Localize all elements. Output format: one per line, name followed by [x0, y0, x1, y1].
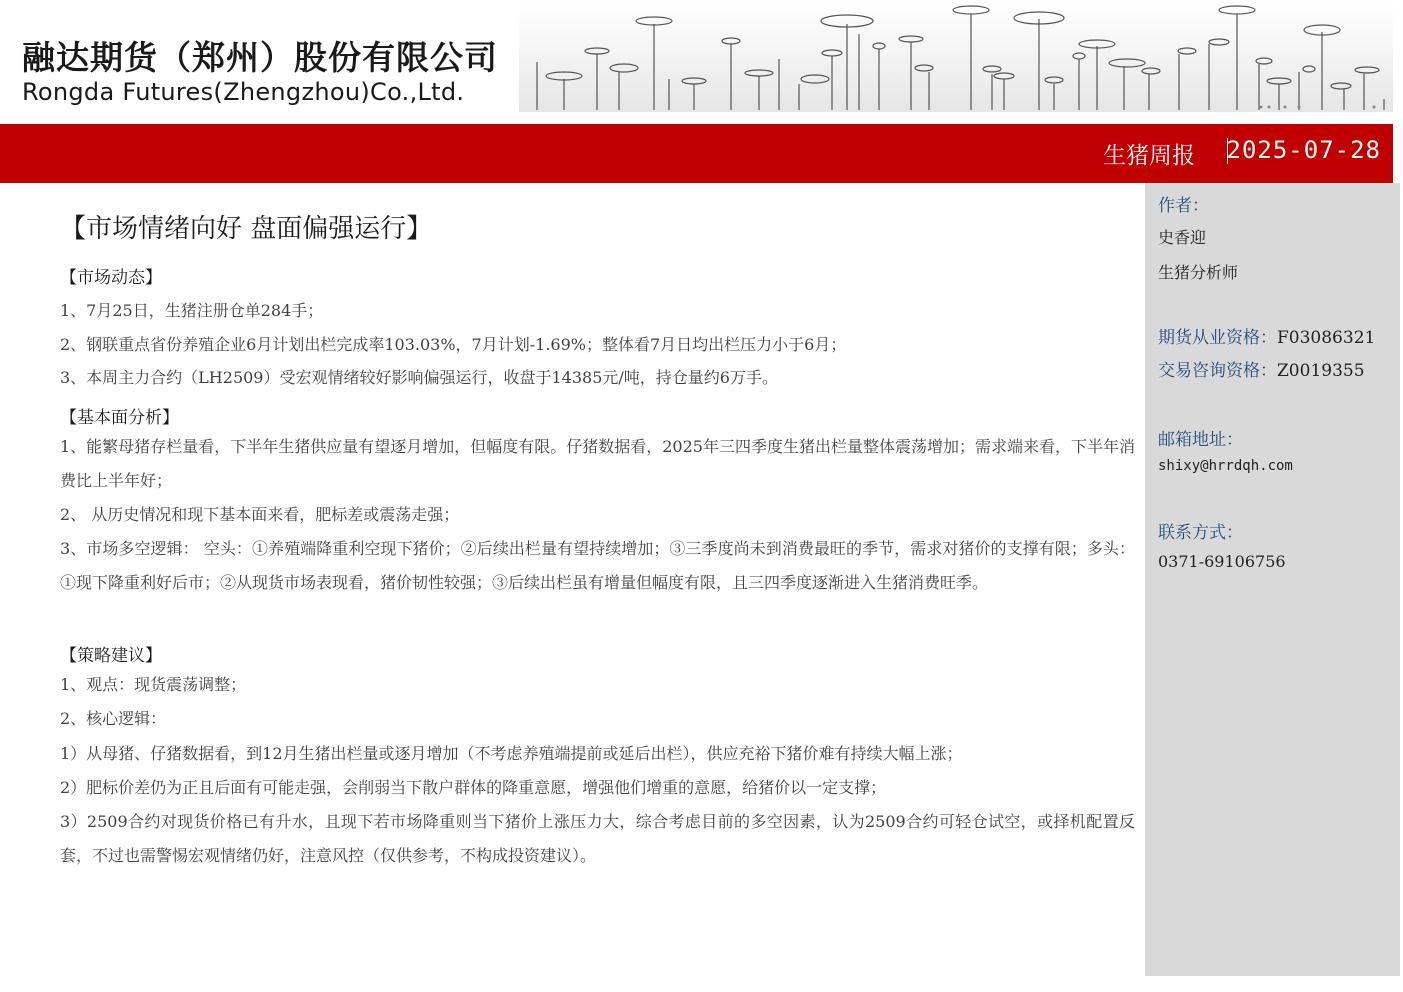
report-banner [0, 124, 1393, 183]
list-item: 2、核心逻辑： [60, 709, 167, 728]
author-label: 作者： [1158, 196, 1209, 216]
list-item: 2、 从历史情况和现下基本面来看，肥标差或震荡走强； [60, 505, 460, 524]
company-name-en: Rongda Futures(Zhengzhou)Co.,Ltd. [22, 78, 465, 106]
author-title: 生猪分析师 [1158, 263, 1239, 282]
futures-qualification-label: 期货从业资格： [1158, 328, 1277, 348]
list-item: 1）从母猪、仔猪数据看，到12月生猪出栏量或逐月增加（不考虑养殖端提前或延后出栏），供应充裕下猪价难有持续大幅上涨； [60, 744, 963, 763]
list-item: 3、市场多空逻辑： 空头：①养殖端降重利空现下猪价；②后续出栏量有望持续增加；③三季度尚未到消费最旺的季节，需求对猪价的支撑有限；多头：①现下降重利好后市；②从现货市场表现看，猪价韧性较强；③后续出栏虽有增量但幅度有限，且三四季度逐渐进入生猪消费旺季。 [60, 539, 1135, 592]
section-heading-fundamental: 【基本面分析】 [60, 408, 179, 428]
company-name-cn: 融达期货（郑州）股份有限公司 [22, 38, 498, 77]
section-heading-strategy: 【策略建议】 [60, 646, 162, 666]
email-label: 邮箱地址： [1158, 430, 1243, 450]
list-item: 2、钢联重点省份养殖企业6月计划出栏完成率103.03%，7月计划-1.69%；整体看7月日均出栏压力小于6月； [60, 335, 847, 354]
futures-qualification [1158, 323, 1375, 348]
email-value: shixy@hrrdqh.com [1158, 458, 1293, 474]
report-type-label: 生猪周报 [1103, 143, 1195, 169]
article-headline: 【市场情绪向好 盘面偏强运行】 [60, 214, 433, 244]
consult-qualification [1158, 356, 1365, 381]
list-item: 2）肥标价差仍为正且后面有可能走强，会削弱当下散户群体的降重意愿，增强他们增重的意愿，给猪价以一定支撑； [60, 778, 887, 797]
consult-qualification-label: 交易咨询资格： [1158, 361, 1277, 381]
report-date: 2025-07-28 [1226, 136, 1381, 164]
section-heading-market: 【市场动态】 [60, 268, 162, 288]
author-sidebar [1145, 183, 1400, 976]
futures-qualification-value: F03086321 [1277, 328, 1376, 348]
contact-value: 0371-69106756 [1158, 552, 1286, 571]
consult-qualification-value: Z0019355 [1277, 361, 1365, 381]
list-item: 1、能繁母猪存栏量看，下半年生猪供应量有望逐月增加，但幅度有限。仔猪数据看，2025年三四季度生猪出栏量整体震荡增加；需求端来看，下半年消费比上半年好； [60, 437, 1135, 490]
author-name: 史香迎 [1158, 228, 1207, 247]
list-item: 3、本周主力合约（LH2509）受宏观情绪较好影响偏强运行，收盘于14385元/吨，持仓量约6万手。 [60, 368, 778, 387]
contact-label: 联系方式： [1158, 523, 1243, 543]
list-item: 1、观点：现货震荡调整； [60, 675, 247, 694]
list-item: 1、7月25日，生猪注册仓单284手； [60, 301, 324, 320]
header-decoration-image [519, 4, 1393, 112]
list-item: 3）2509合约对现货价格已有升水，且现下若市场降重则当下猪价上涨压力大，综合考虑目前的多空因素，认为2509合约可轻仓试空，或择机配置反套，不过也需警惕宏观情绪仍好，注意风控（仅供参考，不构成投资建议）。 [60, 812, 1135, 865]
